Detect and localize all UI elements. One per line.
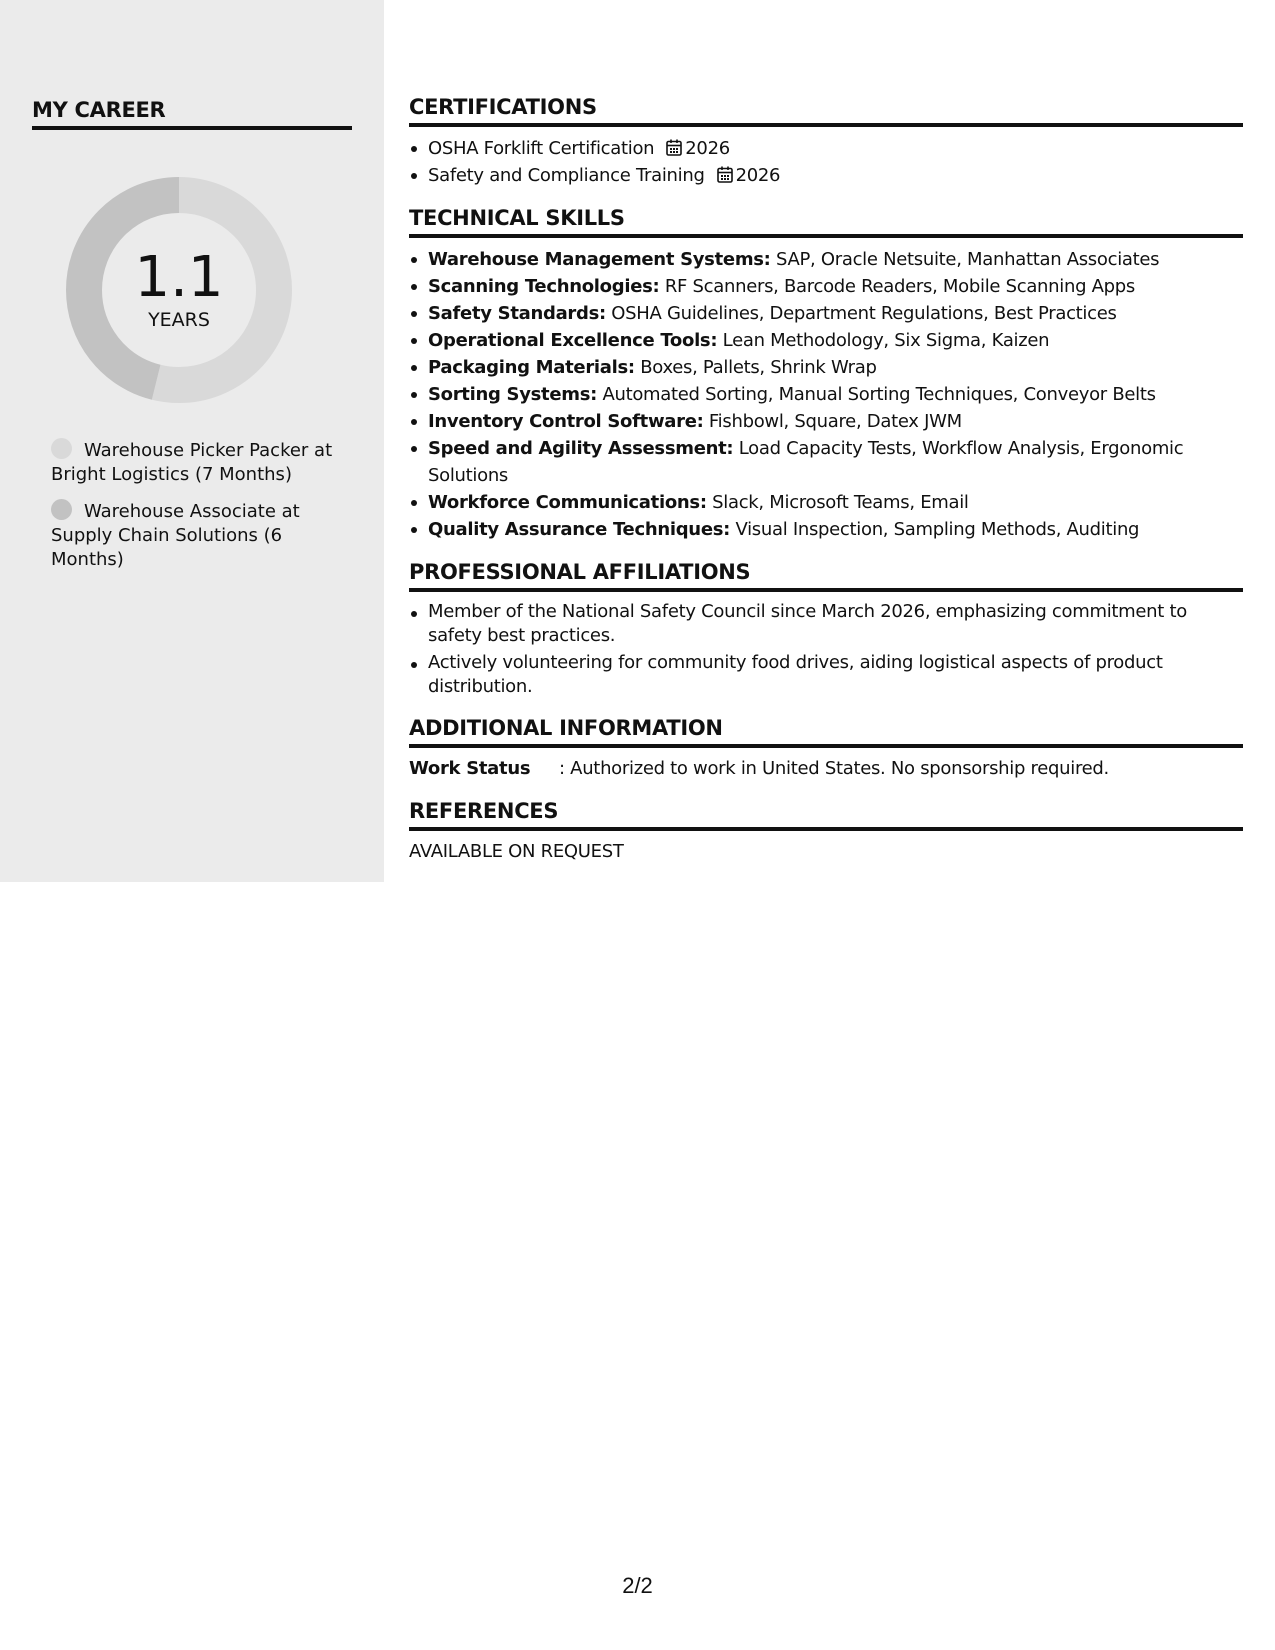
list-item xyxy=(409,354,1243,381)
skill-label: Safety Standards: xyxy=(428,303,606,324)
legend-text: Warehouse Associate at Supply Chain Solutions (6 Months) xyxy=(51,501,300,570)
skill-value: OSHA Guidelines, Department Regulations, Best Practices xyxy=(605,303,1117,324)
skill-value: Fishbowl, Square, Datex JWM xyxy=(703,411,962,432)
skill-value: Visual Inspection, Sampling Methods, Auditing xyxy=(730,519,1140,540)
certification-name: Safety and Compliance Training xyxy=(428,165,705,186)
legend-item xyxy=(51,438,341,487)
list-item xyxy=(409,135,1243,162)
certification-year: 2026 xyxy=(735,165,781,186)
skill-value: RF Scanners, Barcode Readers, Mobile Scanning Apps xyxy=(659,276,1135,297)
list-item xyxy=(409,489,1243,516)
skill-value: Boxes, Pallets, Shrink Wrap xyxy=(634,357,877,378)
section-title: CERTIFICATIONS xyxy=(409,92,1243,127)
list-item xyxy=(409,246,1243,273)
skill-value: Lean Methodology, Six Sigma, Kaizen xyxy=(717,330,1050,351)
career-years-value: 1.1 xyxy=(134,245,224,310)
certification-name: OSHA Forklift Certification xyxy=(428,138,655,159)
skill-value: Slack, Microsoft Teams, Email xyxy=(706,492,969,513)
references-section xyxy=(409,796,1243,865)
list-item xyxy=(409,162,1243,189)
section-title: REFERENCES xyxy=(409,796,1243,831)
legend-item xyxy=(51,499,341,572)
certifications-list xyxy=(409,135,1243,189)
career-years-unit: YEARS xyxy=(148,309,210,331)
work-status-value: : Authorized to work in United States. No sponsorship required. xyxy=(559,758,1109,779)
list-item: Actively volunteering for community food drives, aiding logistical aspects of product distribution. xyxy=(409,651,1243,699)
certifications-section xyxy=(409,92,1243,189)
list-item xyxy=(409,327,1243,354)
section-title: TECHNICAL SKILLS xyxy=(409,203,1243,238)
list-item: Member of the National Safety Council since March 2026, emphasizing commitment to safety best practices. xyxy=(409,600,1243,648)
references-text: AVAILABLE ON REQUEST xyxy=(409,841,624,862)
list-item xyxy=(409,273,1243,300)
legend-dot-icon xyxy=(51,438,72,459)
technical-skills-section xyxy=(409,203,1243,543)
section-title: PROFESSIONAL AFFILIATIONS xyxy=(409,557,1243,592)
certification-year: 2026 xyxy=(685,138,730,159)
list-item xyxy=(409,435,1243,489)
skill-value: SAP, Oracle Netsuite, Manhattan Associates xyxy=(770,249,1160,270)
calendar-icon xyxy=(717,166,733,183)
section-title: ADDITIONAL INFORMATION xyxy=(409,713,1243,748)
donut-center xyxy=(66,177,292,403)
list-item xyxy=(409,516,1243,543)
calendar-icon xyxy=(666,139,682,156)
skill-label: Packaging Materials: xyxy=(428,357,635,378)
skill-label: Quality Assurance Techniques: xyxy=(428,519,731,540)
list-item xyxy=(409,300,1243,327)
list-item xyxy=(409,408,1243,435)
skill-value: Automated Sorting, Manual Sorting Techniques, Conveyor Belts xyxy=(597,384,1156,405)
skill-value: Load Capacity Tests, Workflow Analysis, Ergonomic Solutions xyxy=(428,438,1184,486)
skill-label: Inventory Control Software: xyxy=(428,411,704,432)
skill-label: Sorting Systems: xyxy=(428,384,598,405)
skill-label: Workforce Communications: xyxy=(428,492,707,513)
work-status-row xyxy=(409,756,1243,782)
legend-text: Warehouse Picker Packer at Bright Logistics (7 Months) xyxy=(51,440,333,485)
career-legend xyxy=(51,438,341,584)
skill-label: Operational Excellence Tools: xyxy=(428,330,718,351)
list-item xyxy=(409,381,1243,408)
skills-list xyxy=(409,246,1243,543)
legend-dot-icon xyxy=(51,499,72,520)
page-number: 2/2 xyxy=(622,1573,653,1598)
affiliations-section xyxy=(409,557,1243,699)
skill-label: Warehouse Management Systems: xyxy=(428,249,771,270)
career-sidebar xyxy=(0,0,384,882)
skill-label: Speed and Agility Assessment: xyxy=(428,438,734,459)
skill-label: Scanning Technologies: xyxy=(428,276,660,297)
additional-info-section xyxy=(409,713,1243,782)
affiliations-list xyxy=(409,600,1243,699)
main-content xyxy=(409,92,1243,879)
work-status-label: Work Status xyxy=(409,758,531,779)
career-heading: MY CAREER xyxy=(32,98,352,130)
